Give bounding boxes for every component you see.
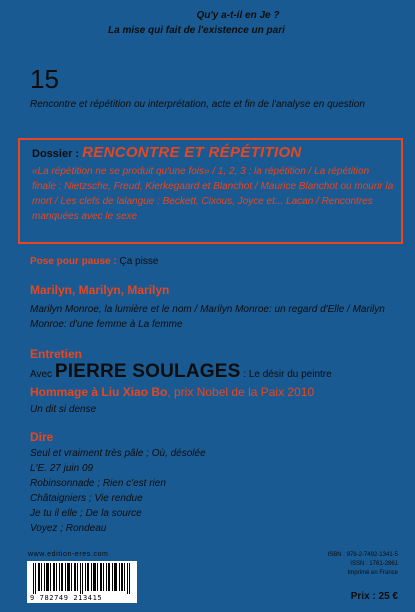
isbn: ISBN : 978-2-7492-1341-5: [327, 552, 398, 558]
tagline: [108, 8, 368, 38]
hommage-contents: Un dit si dense: [30, 404, 97, 415]
hommage-heading: [30, 385, 402, 399]
entretien-prefix: Avec: [30, 369, 53, 380]
hommage-heading-c: , prix Nobel de la Paix 2010: [167, 385, 315, 399]
issue-subtitle: Rencontre et répétition ou interprétation, acte et fin de l'analyse en question: [30, 99, 365, 110]
dire-heading: Dire: [30, 430, 54, 444]
hommage-heading-a: Hommage à: [30, 385, 99, 399]
dire-line: L'E. 27 juin 09: [30, 463, 94, 474]
tagline-line-1: Qu'y a-t-il en Je ?: [196, 10, 280, 21]
dossier-contents: «La répétition ne se produit qu'une fois» / 1, 2, 3 : la répétition / La répétition finale : Nietzsche, Freud, Kierkegaard et Blanchot / Maurice Blanchot ou mourir la mort / Les clefs de lalangue : Beckett, Cixous, Joyce et... Lacan / Rencontres manquées avec le sexe: [32, 166, 394, 222]
dire-line: Voyez ; Rondeau: [30, 523, 107, 534]
barcode-number: 9 782749 213415: [30, 594, 103, 602]
pose-text: Ça pisse: [119, 256, 159, 267]
issn: ISSN : 1761-2861: [350, 561, 398, 567]
entretien-line: [30, 361, 402, 383]
pose-label: Pose pour pause :: [30, 256, 117, 267]
dire-contents: [30, 446, 402, 536]
tagline-line-2: La mise qui fait de l'existence un pari: [108, 25, 285, 36]
entretien-heading: Entretien: [30, 347, 83, 361]
dire-line: Robinsonnade ; Rien c'est rien: [30, 478, 166, 489]
price: Prix : 25 €: [350, 591, 398, 602]
dire-line: Seul et vraiment très pâle ; Où, désolée: [30, 448, 206, 459]
dossier-title: RENCONTRE ET RÉPÉTITION: [82, 144, 302, 161]
barcode: [27, 561, 137, 603]
marilyn-heading: Marilyn, Marilyn, Marilyn: [30, 283, 170, 297]
dossier-box: [18, 138, 403, 244]
issue-number: 15: [30, 64, 59, 94]
pose-section: [30, 256, 402, 267]
dossier-heading: [32, 144, 395, 161]
dire-line: Châtaigniers ; Vie rendue: [30, 493, 143, 504]
dire-line: Je tu il elle ; De la source: [30, 508, 142, 519]
entretien-name: PIERRE SOULAGES: [54, 361, 241, 382]
dossier-label: Dossier :: [32, 148, 80, 160]
marilyn-contents: Marilyn Monroe, la lumière et le nom / Marilyn Monroe: un regard d'Elle / Marilyn Monroe: d'une femme à La femme: [30, 304, 385, 330]
publication-info: [290, 551, 398, 578]
entretien-suffix: : Le désir du peintre: [243, 369, 332, 380]
printed-in: Imprimé en France: [347, 570, 398, 576]
publisher-url[interactable]: www.edition-eres.com: [28, 551, 109, 558]
hommage-heading-b: Liu Xiao Bo: [101, 385, 168, 399]
barcode-bars-icon: [31, 563, 133, 594]
